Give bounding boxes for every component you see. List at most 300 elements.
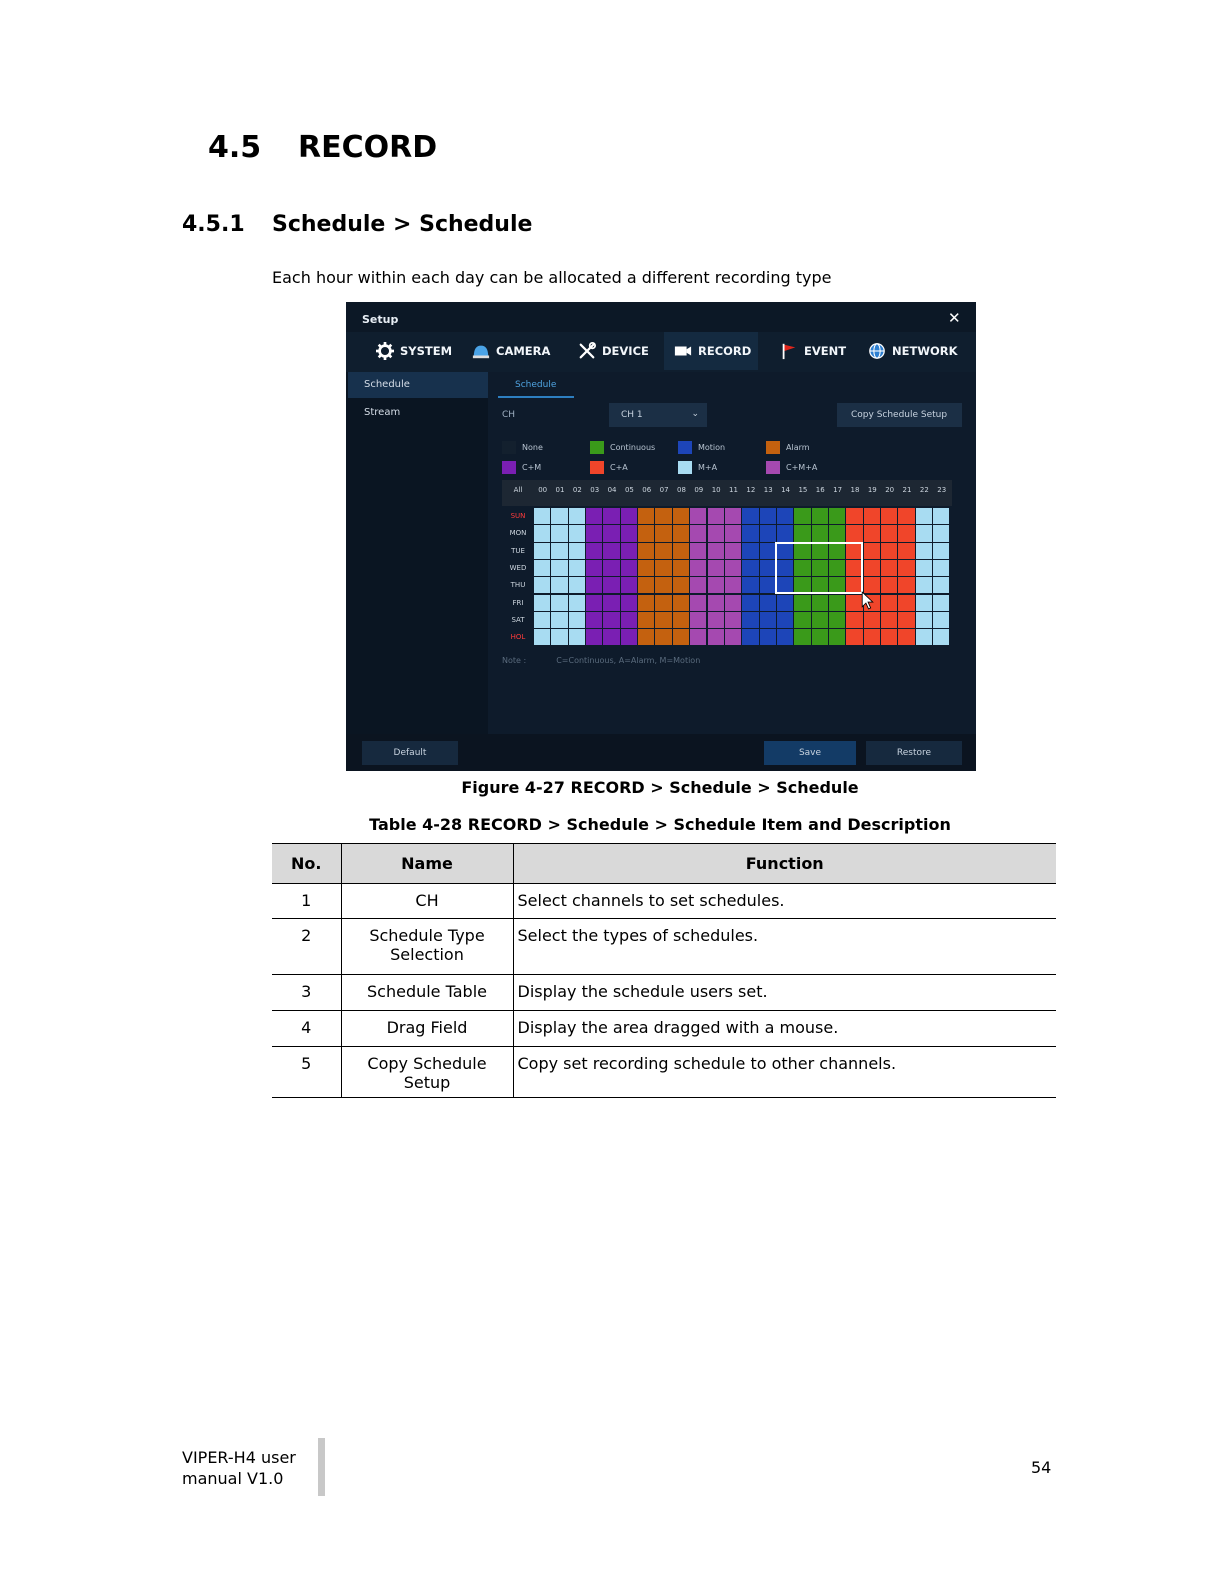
schedule-cell[interactable] bbox=[586, 525, 602, 541]
note-text: C=Continuous, A=Alarm, M=Motion bbox=[556, 656, 701, 665]
schedule-cell[interactable] bbox=[534, 612, 550, 628]
schedule-cell[interactable] bbox=[586, 560, 602, 576]
schedule-cell[interactable] bbox=[621, 508, 637, 524]
top-tab-bar bbox=[346, 332, 976, 372]
legend-item[interactable] bbox=[590, 440, 655, 454]
schedule-cell[interactable] bbox=[690, 595, 706, 611]
schedule-cell[interactable] bbox=[742, 560, 758, 576]
hour-header[interactable]: 09 bbox=[694, 486, 704, 494]
schedule-cell[interactable] bbox=[846, 629, 862, 645]
schedule-cell[interactable] bbox=[760, 560, 776, 576]
schedule-cell[interactable] bbox=[690, 525, 706, 541]
day-label[interactable]: SUN bbox=[510, 512, 526, 520]
schedule-cell[interactable] bbox=[933, 543, 949, 559]
column-header-function: Function bbox=[513, 844, 1056, 884]
schedule-cell[interactable] bbox=[777, 612, 793, 628]
schedule-cell[interactable] bbox=[690, 629, 706, 645]
intro-paragraph: Each hour within each day can be allocated a different recording type bbox=[272, 268, 832, 287]
hour-header[interactable]: 20 bbox=[885, 486, 895, 494]
schedule-cell[interactable] bbox=[742, 629, 758, 645]
hour-header[interactable]: 10 bbox=[711, 486, 721, 494]
schedule-cell[interactable] bbox=[690, 543, 706, 559]
schedule-cell[interactable] bbox=[569, 525, 585, 541]
schedule-cell[interactable] bbox=[621, 629, 637, 645]
legend-label: Motion bbox=[698, 442, 726, 452]
schedule-cell[interactable] bbox=[829, 595, 845, 611]
hour-header[interactable]: 08 bbox=[677, 486, 686, 494]
schedule-cell[interactable] bbox=[673, 543, 689, 559]
schedule-cell[interactable] bbox=[708, 525, 724, 541]
schedule-cell[interactable] bbox=[725, 525, 741, 541]
schedule-cell[interactable] bbox=[881, 560, 897, 576]
schedule-cell[interactable] bbox=[638, 560, 654, 576]
schedule-cell[interactable] bbox=[708, 508, 724, 524]
table-row bbox=[272, 1047, 1056, 1098]
schedule-cell[interactable] bbox=[534, 543, 550, 559]
cell-no: 3 bbox=[272, 975, 341, 1011]
schedule-cell[interactable] bbox=[933, 525, 949, 541]
table-row bbox=[272, 919, 1056, 975]
hour-header[interactable]: 16 bbox=[815, 486, 825, 494]
schedule-cell[interactable] bbox=[655, 508, 671, 524]
schedule-cell[interactable] bbox=[829, 525, 845, 541]
restore-button[interactable]: Restore bbox=[866, 741, 962, 765]
schedule-cell[interactable] bbox=[760, 595, 776, 611]
table-row bbox=[272, 1011, 1056, 1047]
legend-item[interactable] bbox=[590, 460, 628, 474]
default-button[interactable]: Default bbox=[362, 741, 458, 765]
schedule-cell[interactable] bbox=[673, 577, 689, 593]
hour-header[interactable]: 03 bbox=[590, 486, 600, 494]
schedule-cell[interactable] bbox=[777, 508, 793, 524]
schedule-cell[interactable] bbox=[655, 612, 671, 628]
schedule-cell[interactable] bbox=[864, 508, 880, 524]
drag-field[interactable] bbox=[775, 542, 863, 595]
day-label[interactable]: MON bbox=[509, 529, 527, 538]
schedule-cell[interactable] bbox=[621, 560, 637, 576]
schedule-cell[interactable] bbox=[898, 595, 914, 611]
schedule-cell[interactable] bbox=[898, 612, 914, 628]
schedule-cell[interactable] bbox=[569, 508, 585, 524]
day-label[interactable]: FRI bbox=[512, 598, 524, 607]
hour-header[interactable]: 13 bbox=[763, 486, 773, 494]
schedule-cell[interactable] bbox=[569, 629, 585, 645]
schedule-cell[interactable] bbox=[690, 560, 706, 576]
ch-select[interactable] bbox=[609, 403, 707, 427]
schedule-cell[interactable] bbox=[534, 629, 550, 645]
schedule-cell[interactable] bbox=[881, 629, 897, 645]
legend-item[interactable] bbox=[678, 440, 725, 454]
cell-name: Copy Schedule Setup bbox=[341, 1047, 513, 1098]
schedule-cell[interactable] bbox=[569, 560, 585, 576]
schedule-cell[interactable] bbox=[708, 577, 724, 593]
column-header-name: Name bbox=[341, 844, 513, 884]
chevron-down-icon: ⌄ bbox=[691, 409, 699, 419]
legend-swatch bbox=[590, 461, 604, 474]
schedule-cell[interactable] bbox=[846, 525, 862, 541]
schedule-cell[interactable] bbox=[603, 577, 619, 593]
schedule-cell[interactable] bbox=[569, 577, 585, 593]
schedule-cell[interactable] bbox=[569, 612, 585, 628]
schedule-cell[interactable] bbox=[742, 612, 758, 628]
legend-label: None bbox=[522, 442, 543, 452]
cell-function: Copy set recording schedule to other channels. bbox=[513, 1047, 1056, 1098]
schedule-cell[interactable] bbox=[638, 543, 654, 559]
tab-camera[interactable] bbox=[472, 332, 550, 370]
schedule-cell[interactable] bbox=[933, 560, 949, 576]
legend-item[interactable] bbox=[502, 460, 541, 474]
schedule-cell[interactable] bbox=[881, 508, 897, 524]
hour-header[interactable]: 14 bbox=[781, 486, 791, 494]
schedule-cell[interactable] bbox=[673, 560, 689, 576]
legend-item[interactable] bbox=[766, 460, 817, 474]
schedule-cell[interactable] bbox=[603, 508, 619, 524]
schedule-cell[interactable] bbox=[760, 629, 776, 645]
tab-label: RECORD bbox=[698, 344, 752, 358]
cell-name: CH bbox=[341, 884, 513, 919]
schedule-cell[interactable] bbox=[742, 543, 758, 559]
schedule-cell[interactable] bbox=[603, 525, 619, 541]
schedule-cell[interactable] bbox=[725, 612, 741, 628]
schedule-cell[interactable] bbox=[708, 612, 724, 628]
record-schedule-screenshot bbox=[346, 302, 976, 771]
schedule-cell[interactable] bbox=[864, 543, 880, 559]
schedule-cell[interactable] bbox=[655, 560, 671, 576]
schedule-cell[interactable] bbox=[916, 577, 932, 593]
tab-network[interactable] bbox=[868, 332, 958, 370]
window-titlebar bbox=[346, 302, 976, 332]
hour-header[interactable]: 22 bbox=[919, 486, 929, 494]
schedule-cell[interactable] bbox=[551, 560, 567, 576]
hour-header[interactable]: 07 bbox=[659, 486, 669, 494]
column-header-no: No. bbox=[272, 844, 341, 884]
hour-header[interactable]: 06 bbox=[642, 486, 652, 494]
schedule-cell[interactable] bbox=[655, 525, 671, 541]
ch-label: CH bbox=[502, 410, 516, 420]
schedule-cell[interactable] bbox=[673, 629, 689, 645]
schedule-cell[interactable] bbox=[638, 508, 654, 524]
legend-label: C+A bbox=[610, 462, 628, 472]
schedule-cell[interactable] bbox=[898, 525, 914, 541]
figure-caption: Figure 4-27 RECORD > Schedule > Schedule bbox=[461, 778, 859, 797]
schedule-cell[interactable] bbox=[551, 577, 567, 593]
schedule-cell[interactable] bbox=[846, 508, 862, 524]
day-label[interactable]: WED bbox=[509, 563, 527, 572]
schedule-cell[interactable] bbox=[690, 612, 706, 628]
schedule-cell[interactable] bbox=[690, 508, 706, 524]
cell-name: Schedule Type Selection bbox=[341, 919, 513, 975]
footer-document-title bbox=[182, 1447, 296, 1489]
schedule-cell[interactable] bbox=[655, 543, 671, 559]
tab-record[interactable] bbox=[664, 332, 758, 370]
legend-label: C+M bbox=[522, 462, 542, 472]
schedule-cell[interactable] bbox=[708, 543, 724, 559]
schedule-cell[interactable] bbox=[933, 595, 949, 611]
video-camera-icon bbox=[674, 342, 692, 360]
tools-icon bbox=[578, 342, 596, 360]
section-number: 4.5 bbox=[208, 130, 262, 165]
legend-swatch bbox=[590, 441, 604, 454]
schedule-cell[interactable] bbox=[881, 595, 897, 611]
copy-schedule-setup-button[interactable]: Copy Schedule Setup bbox=[837, 403, 962, 427]
schedule-cell[interactable] bbox=[551, 508, 567, 524]
tab-label: SYSTEM bbox=[400, 344, 453, 358]
schedule-cell[interactable] bbox=[621, 595, 637, 611]
hour-header[interactable]: 02 bbox=[572, 486, 582, 494]
schedule-cell[interactable] bbox=[881, 525, 897, 541]
schedule-cell[interactable] bbox=[812, 508, 828, 524]
hour-header[interactable]: 17 bbox=[833, 486, 843, 494]
schedule-cell[interactable] bbox=[898, 577, 914, 593]
hour-header[interactable]: 19 bbox=[867, 486, 877, 494]
schedule-cell[interactable] bbox=[760, 525, 776, 541]
schedule-cell[interactable] bbox=[708, 560, 724, 576]
schedule-cell[interactable] bbox=[586, 629, 602, 645]
flag-icon bbox=[780, 342, 798, 360]
schedule-cell[interactable] bbox=[777, 629, 793, 645]
schedule-cell[interactable] bbox=[760, 612, 776, 628]
schedule-cell[interactable] bbox=[916, 560, 932, 576]
tab-device[interactable] bbox=[578, 332, 649, 370]
footer-line-1: VIPER-H4 user bbox=[182, 1448, 296, 1467]
schedule-cell[interactable] bbox=[760, 508, 776, 524]
gear-icon bbox=[376, 342, 394, 360]
legend-swatch bbox=[502, 461, 516, 474]
schedule-cell[interactable] bbox=[916, 543, 932, 559]
cell-name: Schedule Table bbox=[341, 975, 513, 1011]
schedule-cell[interactable] bbox=[603, 560, 619, 576]
schedule-cell[interactable] bbox=[864, 612, 880, 628]
schedule-cell[interactable] bbox=[933, 612, 949, 628]
schedule-cell[interactable] bbox=[916, 525, 932, 541]
hour-header[interactable]: 00 bbox=[538, 486, 548, 494]
subsection-heading bbox=[182, 212, 532, 237]
schedule-cell[interactable] bbox=[586, 508, 602, 524]
schedule-cell[interactable] bbox=[933, 577, 949, 593]
hour-header[interactable]: 21 bbox=[902, 486, 912, 494]
schedule-cell[interactable] bbox=[812, 629, 828, 645]
schedule-cell[interactable] bbox=[708, 595, 724, 611]
schedule-cell[interactable] bbox=[603, 543, 619, 559]
schedule-cell[interactable] bbox=[933, 629, 949, 645]
schedule-cell[interactable] bbox=[864, 560, 880, 576]
table-row bbox=[272, 975, 1056, 1011]
schedule-cell[interactable] bbox=[881, 577, 897, 593]
sidebar-item-stream[interactable]: Stream bbox=[364, 407, 401, 418]
legend-item[interactable] bbox=[678, 460, 717, 474]
schedule-cell[interactable] bbox=[725, 543, 741, 559]
cell-no: 4 bbox=[272, 1011, 341, 1047]
schedule-cell[interactable] bbox=[708, 629, 724, 645]
schedule-cell[interactable] bbox=[812, 612, 828, 628]
schedule-cell[interactable] bbox=[673, 525, 689, 541]
schedule-cell[interactable] bbox=[603, 595, 619, 611]
schedule-cell[interactable] bbox=[777, 525, 793, 541]
day-label[interactable]: SAT bbox=[511, 615, 525, 624]
note-label: Note : bbox=[502, 656, 527, 665]
schedule-cell[interactable] bbox=[742, 508, 758, 524]
hour-header[interactable]: 18 bbox=[850, 486, 860, 494]
schedule-cell[interactable] bbox=[725, 629, 741, 645]
schedule-cell[interactable] bbox=[638, 525, 654, 541]
legend-swatch bbox=[678, 441, 692, 454]
schedule-cell[interactable] bbox=[898, 629, 914, 645]
hour-header[interactable]: 12 bbox=[746, 486, 756, 494]
schedule-cell[interactable] bbox=[551, 629, 567, 645]
schedule-cell[interactable] bbox=[569, 595, 585, 611]
schedule-cell[interactable] bbox=[621, 577, 637, 593]
schedule-cell[interactable] bbox=[638, 595, 654, 611]
schedule-cell[interactable] bbox=[673, 612, 689, 628]
bottom-button-bar bbox=[346, 734, 976, 771]
schedule-cell[interactable] bbox=[725, 508, 741, 524]
schedule-cell[interactable] bbox=[638, 629, 654, 645]
schedule-cell[interactable] bbox=[534, 577, 550, 593]
hour-header[interactable]: 01 bbox=[555, 486, 565, 494]
legend-label: Alarm bbox=[786, 442, 810, 452]
schedule-cell[interactable] bbox=[881, 612, 897, 628]
schedule-cell[interactable] bbox=[916, 508, 932, 524]
schedule-cell[interactable] bbox=[864, 629, 880, 645]
schedule-cell[interactable] bbox=[551, 543, 567, 559]
cell-function: Display the area dragged with a mouse. bbox=[513, 1011, 1056, 1047]
schedule-note bbox=[502, 656, 700, 665]
legend-swatch bbox=[502, 441, 516, 454]
hour-header[interactable]: 11 bbox=[729, 486, 738, 494]
schedule-cell[interactable] bbox=[673, 508, 689, 524]
schedule-cell[interactable] bbox=[655, 629, 671, 645]
schedule-cell[interactable] bbox=[794, 508, 810, 524]
schedule-cell[interactable] bbox=[864, 525, 880, 541]
schedule-cell[interactable] bbox=[569, 543, 585, 559]
legend-label: C+M+A bbox=[786, 462, 818, 472]
day-label[interactable]: TUE bbox=[511, 546, 525, 555]
schedule-cell[interactable] bbox=[812, 525, 828, 541]
footer-line-2: manual V1.0 bbox=[182, 1469, 284, 1488]
schedule-cell[interactable] bbox=[742, 577, 758, 593]
schedule-cell[interactable] bbox=[916, 629, 932, 645]
legend-swatch bbox=[766, 461, 780, 474]
schedule-cell[interactable] bbox=[690, 577, 706, 593]
schedule-cell[interactable] bbox=[586, 612, 602, 628]
schedule-grid-header bbox=[502, 480, 952, 506]
cell-name: Drag Field bbox=[341, 1011, 513, 1047]
tab-event[interactable] bbox=[780, 332, 846, 370]
schedule-cell[interactable] bbox=[760, 543, 776, 559]
window-title: Setup bbox=[362, 313, 399, 326]
schedule-cell[interactable] bbox=[534, 525, 550, 541]
save-button[interactable]: Save bbox=[764, 741, 856, 765]
schedule-cell[interactable] bbox=[534, 595, 550, 611]
schedule-cell[interactable] bbox=[881, 543, 897, 559]
schedule-cell[interactable] bbox=[898, 560, 914, 576]
hour-header[interactable]: 23 bbox=[937, 486, 947, 494]
tab-label: EVENT bbox=[804, 344, 847, 358]
schedule-panel bbox=[488, 372, 976, 734]
day-label[interactable]: THU bbox=[510, 581, 526, 590]
schedule-cell[interactable] bbox=[655, 595, 671, 611]
sidebar bbox=[346, 372, 488, 734]
page-number: 54 bbox=[1031, 1458, 1052, 1477]
tab-schedule[interactable]: Schedule bbox=[498, 372, 574, 398]
schedule-cell[interactable] bbox=[534, 508, 550, 524]
schedule-cell[interactable] bbox=[898, 543, 914, 559]
legend-item[interactable] bbox=[502, 440, 543, 454]
cell-no: 5 bbox=[272, 1047, 341, 1098]
schedule-cell[interactable] bbox=[603, 629, 619, 645]
hour-header[interactable]: 15 bbox=[798, 486, 808, 494]
cell-function: Display the schedule users set. bbox=[513, 975, 1056, 1011]
schedule-cell[interactable] bbox=[794, 525, 810, 541]
schedule-cell[interactable] bbox=[829, 612, 845, 628]
select-all-button[interactable]: All bbox=[513, 486, 523, 494]
schedule-cell[interactable] bbox=[638, 577, 654, 593]
schedule-cell[interactable] bbox=[725, 595, 741, 611]
close-icon[interactable]: ✕ bbox=[948, 309, 961, 327]
schedule-cell[interactable] bbox=[794, 612, 810, 628]
table-row bbox=[272, 884, 1056, 919]
schedule-cell[interactable] bbox=[534, 560, 550, 576]
legend-label: Continuous bbox=[610, 442, 656, 452]
schedule-cell[interactable] bbox=[742, 525, 758, 541]
legend-swatch bbox=[766, 441, 780, 454]
schedule-cell[interactable] bbox=[655, 577, 671, 593]
sidebar-item-schedule[interactable]: Schedule bbox=[348, 372, 488, 398]
schedule-cell[interactable] bbox=[794, 595, 810, 611]
cell-function: Select the types of schedules. bbox=[513, 919, 1056, 975]
hour-header[interactable]: 05 bbox=[624, 486, 634, 494]
tab-system[interactable] bbox=[376, 332, 452, 370]
legend-item[interactable] bbox=[766, 440, 810, 454]
schedule-cell[interactable] bbox=[603, 612, 619, 628]
hour-header[interactable]: 04 bbox=[607, 486, 617, 494]
schedule-cell[interactable] bbox=[586, 577, 602, 593]
schedule-cell[interactable] bbox=[916, 612, 932, 628]
schedule-cell[interactable] bbox=[898, 508, 914, 524]
footer-divider bbox=[318, 1438, 325, 1496]
schedule-cell[interactable] bbox=[586, 595, 602, 611]
schedule-cell[interactable] bbox=[829, 508, 845, 524]
schedule-cell[interactable] bbox=[551, 525, 567, 541]
schedule-cell[interactable] bbox=[829, 629, 845, 645]
tab-label: NETWORK bbox=[892, 344, 958, 358]
schedule-cell[interactable] bbox=[742, 595, 758, 611]
schedule-cell[interactable] bbox=[725, 577, 741, 593]
schedule-cell[interactable] bbox=[621, 525, 637, 541]
schedule-cell[interactable] bbox=[794, 629, 810, 645]
schedule-cell[interactable] bbox=[812, 595, 828, 611]
schedule-cell[interactable] bbox=[725, 560, 741, 576]
day-label[interactable]: HOL bbox=[510, 633, 526, 642]
schedule-cell[interactable] bbox=[916, 595, 932, 611]
schedule-cell[interactable] bbox=[586, 543, 602, 559]
schedule-cell[interactable] bbox=[551, 595, 567, 611]
schedule-cell[interactable] bbox=[638, 612, 654, 628]
schedule-cell[interactable] bbox=[621, 543, 637, 559]
schedule-cell[interactable] bbox=[760, 577, 776, 593]
cell-no: 1 bbox=[272, 884, 341, 919]
schedule-cell[interactable] bbox=[621, 612, 637, 628]
schedule-cell[interactable] bbox=[777, 595, 793, 611]
mouse-cursor-icon bbox=[861, 591, 874, 610]
legend-swatch bbox=[678, 461, 692, 474]
schedule-cell[interactable] bbox=[673, 595, 689, 611]
schedule-cell[interactable] bbox=[846, 612, 862, 628]
globe-icon bbox=[868, 342, 886, 360]
schedule-cell[interactable] bbox=[551, 612, 567, 628]
schedule-cell[interactable] bbox=[933, 508, 949, 524]
table-header-row bbox=[272, 844, 1056, 884]
